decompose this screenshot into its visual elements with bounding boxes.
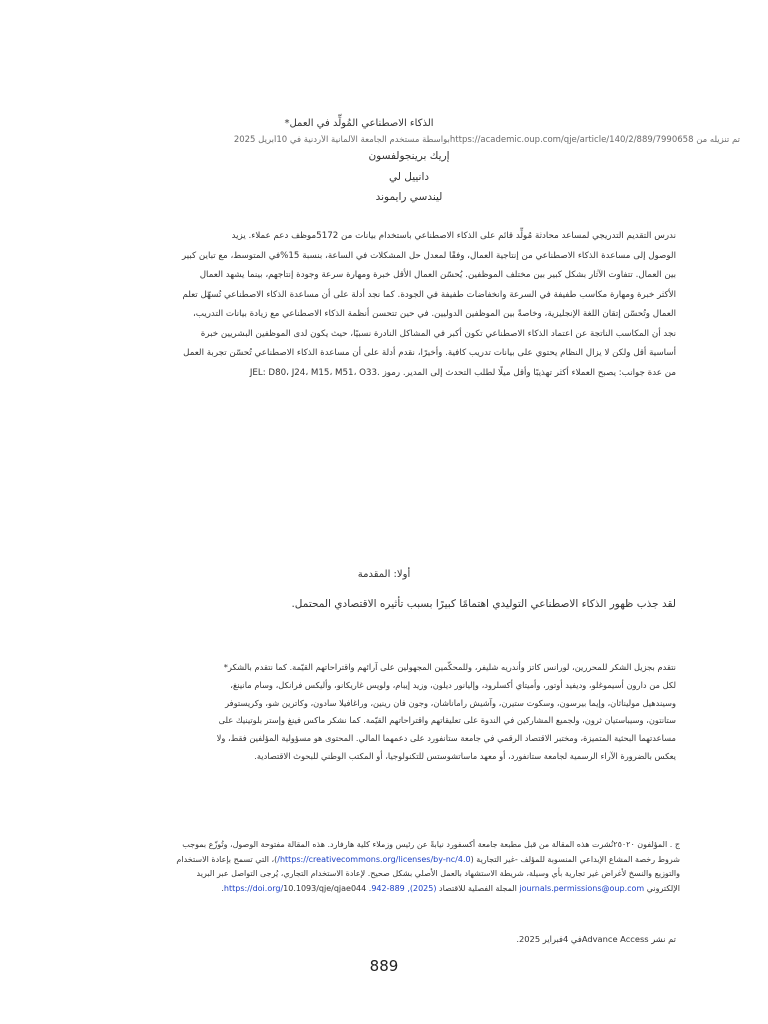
- advance-access-date: تم نشر Advance Accessفي 4فبراير 2025.: [516, 934, 676, 944]
- abstract-line: الوصول إلى مساعدة الذكاء الاصطناعي من إنتاجية العمال، وفقًا لمعدل حل المشكلات في الساعة، بنسبة 15%في المتوسط، مع تباين كبير: [182, 250, 676, 261]
- license-text-post: )، التي تسمح بإعادة الاستخدام: [176, 854, 278, 864]
- copyright-line: والتوزيع والنسخ لأغراض غير تجارية بأي وسيلة، شريطة الاستشهاد بالعمل الأصلي بشكل صحيح. لإعادة الاستخدام التجاري، يُرجى التواصل عبر البريد: [196, 869, 680, 878]
- jel-codes: JEL: D80، J24، M15، M51، O33.: [249, 367, 380, 378]
- author-1: إريك برينجولفسون: [368, 150, 450, 162]
- acknowledgments-footnote: [92, 659, 676, 766]
- abstract-line: بين العمال. تتفاوت الآثار بشكل كبير بين مختلف الموظفين. يُحسّن العمال الأقل خبرة ومهارة سرعة وجودة إنتاجهم، بينما يشهد العمال: [199, 270, 676, 280]
- footnote-line: وسيندهيل موليناثان، وإيما بيرسون، وسكوت ستيرن، وآشيش راماناشان، وجون فان رينين، وراغافيلا سادون، وكاترين شو، وكريستوفر: [225, 697, 676, 708]
- abstract-line: الأكثر خبرة ومهارة مكاسب طفيفة في السرعة وانخفاضات طفيفة في الجودة. كما نجد أدلة على أن مساعدة الذكاء الاصطناعي تُسهّل تعلم: [182, 289, 676, 300]
- abstract-line: نجد أن المكاسب الناتجة عن اعتماد الذكاء الاصطناعي تكون أكبر في المشاكل النادرة نسبيًا، حيث يكون لدى الموظفين البشريين خبرة: [200, 328, 676, 339]
- copyright-line: [92, 882, 680, 897]
- footnote-line: ستانتون، وسيباستيان ثرون، ولجميع المشاركين في الندوة على تعليقاتهم واقتراحاتهم القيّمة. كما نشكر ماكس فينغ وإستر بلوتينيك على: [218, 715, 676, 726]
- download-prefix: تم تنزيله من: [696, 135, 740, 145]
- footnote-line: يعكس بالضرورة الآراء الرسمية لجامعة ستانفورد، أو معهد ماساتشوستس للتكنولوجيا، أو المكتب الوطني للبحوث الاقتصادية.: [254, 750, 676, 761]
- abstract-line: العمال وتُحسّن إتقان اللغة الإنجليزية، وخاصةً بين الموظفين الدوليين. في حين تتحسن أنظمة الذكاء الاصطناعي مع زيادة بيانات التدريب،: [192, 309, 676, 319]
- copyright-line: ج . المؤلفون ٢٥٠٢٠نُشرت هذه المقالة من قبل مطبعة جامعة أكسفورد نيابةً عن رئيس وزملاء كلية هارفارد. هذه المقالة مفتوحة الوصول، وتُوزّع بموجب: [182, 840, 680, 849]
- license-text-pre: شروط رخصة المشاع الإبداعي المنسوبة للمؤلف -غير التجارية (: [470, 854, 680, 864]
- doi-link[interactable]: (2025), 889-942. https://doi.org/: [223, 883, 437, 893]
- author-3: ليندسي رايموند: [375, 191, 443, 203]
- copyright-line: [92, 853, 680, 868]
- abstract: [92, 227, 676, 383]
- section-heading: أولا: المقدمة: [357, 569, 411, 580]
- doi-rest: 10.1093/qje/qjae044.: [221, 883, 367, 893]
- copyright-notice: [92, 838, 680, 896]
- license-link[interactable]: https://creativecommons.org/licenses/by-nc/4.0/: [277, 854, 471, 864]
- download-url[interactable]: https://academic.oup.com/qje/article/140/2/889/7990658: [449, 135, 694, 145]
- download-suffix: بواسطة مستخدم الجامعة الألمانية الأردنية في 10أبريل 2025: [233, 135, 450, 145]
- permissions-email-link[interactable]: journals.permissions@oup.com: [519, 883, 645, 893]
- footnote-line: نتقدم بجزيل الشكر للمحررين، لورانس كاتز وأندريه شليفر، وللمحكّمين المجهولين على آرائهم واقتراحاتهم القيّمة. كما نتقدم بالشكر*: [223, 662, 676, 672]
- intro-paragraph: لقد جذب ظهور الذكاء الاصطناعي التوليدي اهتمامًا كبيرًا بسبب تأثيره الاقتصادي المحتمل.: [291, 598, 676, 610]
- download-notice: [60, 135, 740, 145]
- author-list: [200, 146, 618, 208]
- article-title: الذكاء الاصطناعي المُولِّد في العمل*: [284, 118, 434, 129]
- page-number: 889: [369, 957, 399, 975]
- abstract-line: أساسية أقل ولكن لا يزال النظام يحتوي على بيانات تدريب كافية. وأخيرًا، نقدم أدلة على أن مساعدة الذكاء الاصطناعي تُحسّن تجربة العمل: [183, 348, 676, 358]
- author-2: دانييل لي: [388, 170, 430, 183]
- journal-name: المجلة الفصلية للاقتصاد: [439, 883, 517, 893]
- abstract-line: ندرس التقديم التدريجي لمساعد محادثة مُولِّد قائم على الذكاء الاصطناعي باستخدام بيانات من 5172موظف دعم عملاء. يزيد: [231, 231, 676, 241]
- footnote-line: مساعدتهما البحثية المتميزة، ومختبر الاقتصاد الرقمي في جامعة ستانفورد على دعمهما المالي. المحتوى هو مسؤولية المؤلفين فقط، ولا: [216, 733, 676, 744]
- email-label: الإلكتروني: [644, 883, 680, 893]
- abstract-line-last: [92, 364, 676, 384]
- footnote-line: لكل من دارون أسيموغلو، وديفيد أوتور، وأميتاي أكسلرود، وإليانور ديلون، وزيد إيبام، ولويس غاريكانو، وأليكس فرانكل، وسام مانينغ،: [230, 679, 676, 690]
- abstract-line-text: من عدة جوانب: يصبح العملاء أكثر تهذيبًا وأقل ميلًا لطلب التحدث إلى المدير. رموز: [382, 367, 676, 378]
